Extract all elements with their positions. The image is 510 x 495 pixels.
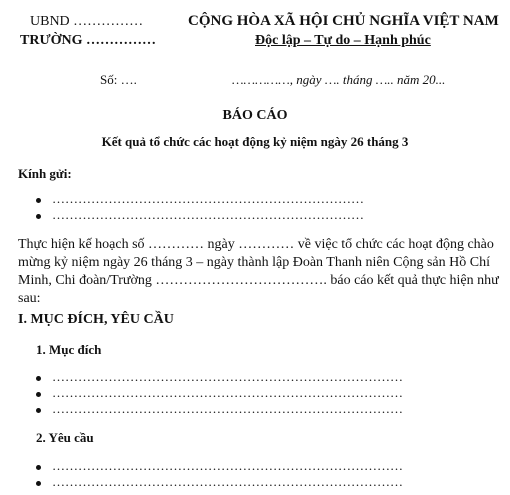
bullet-icon xyxy=(36,465,41,470)
bullet-icon xyxy=(36,214,41,219)
bullet-icon xyxy=(36,392,41,397)
document-date: ……………, ngày …. tháng ….. năm 20... xyxy=(232,72,446,87)
intro-paragraph xyxy=(18,236,499,308)
report-subtitle: Kết quả tổ chức các hoạt động kỷ niệm ngày 26 tháng 3 xyxy=(101,134,409,149)
item-2-line: ……………………………………………………………………… xyxy=(52,474,403,489)
national-motto: Độc lập – Tự do – Hạnh phúc xyxy=(255,33,431,48)
bullet-icon xyxy=(36,481,41,486)
national-title: CỘNG HÒA XÃ HỘI CHỦ NGHĨA VIỆT NAM xyxy=(188,13,499,29)
addressee-label: Kính gửi: xyxy=(18,166,72,181)
addressee-line: ……………………………………………………………… xyxy=(52,207,364,222)
intro-line: Thực hiện kế hoạch số ………… ngày ………… về việc tổ chức các hoạt động chào xyxy=(18,237,494,252)
org-name-line-2: TRƯỜNG …………… xyxy=(20,33,156,48)
intro-line: mừng kỷ niệm ngày 26 tháng 3 – ngày thành lập Đoàn Thanh niên Cộng sản Hồ Chí xyxy=(18,255,490,270)
document-number: Số: …. xyxy=(100,72,137,87)
item-2-line: ……………………………………………………………………… xyxy=(52,458,403,473)
bullet-icon xyxy=(36,408,41,413)
item-1-line: ……………………………………………………………………… xyxy=(52,401,403,416)
item-1-line: ……………………………………………………………………… xyxy=(52,385,403,400)
intro-line: Minh, Chi đoàn/Trường ………………………………. báo cáo kết quả thực hiện như xyxy=(18,273,499,288)
org-name-line-1: UBND …………… xyxy=(30,14,144,29)
item-1-label: 1. Mục đích xyxy=(36,342,102,357)
bullet-icon xyxy=(36,376,41,381)
item-1-line: ……………………………………………………………………… xyxy=(52,369,403,384)
addressee-line: ……………………………………………………………… xyxy=(52,191,364,206)
report-title: BÁO CÁO xyxy=(222,108,288,123)
intro-line: sau: xyxy=(18,291,41,306)
bullet-icon xyxy=(36,198,41,203)
section-heading: I. MỤC ĐÍCH, YÊU CẦU xyxy=(18,312,174,327)
item-2-label: 2. Yêu cầu xyxy=(36,430,94,445)
